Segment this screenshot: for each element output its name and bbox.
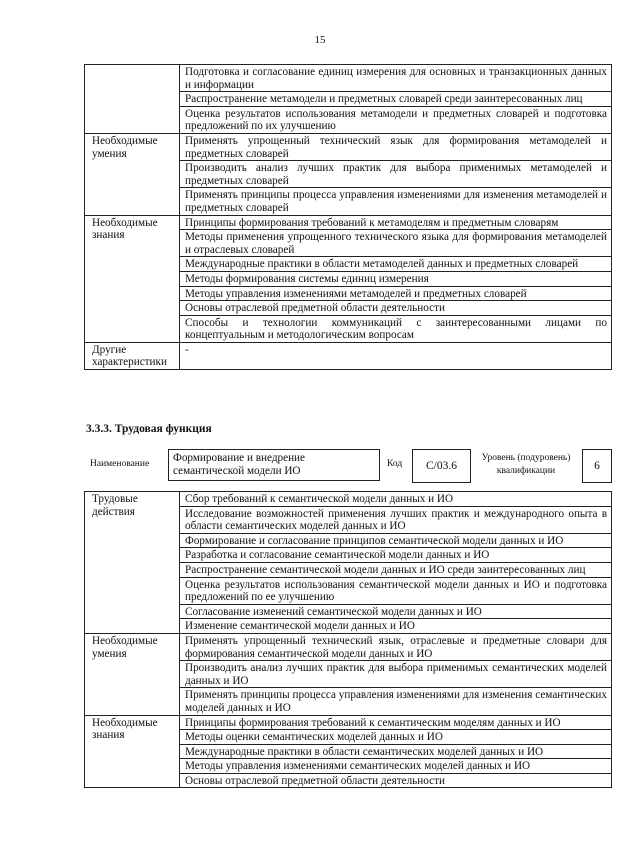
- row-item: Применять принципы процесса управления изменениями для изменения метамоделей и предметных словарей: [180, 188, 612, 215]
- table-row: [85, 633, 612, 660]
- row-item: Исследование возможностей применения лучших практик и международного опыта в области семантических моделей данных и ИО: [180, 506, 612, 533]
- row-item: Распространение семантической модели данных и ИО среди заинтересованных лиц: [180, 562, 612, 577]
- code-label: Код: [387, 459, 403, 469]
- code-value: С/03.6: [412, 449, 471, 483]
- row-label: Необходимые знания: [85, 215, 180, 342]
- row-item: Основы отраслевой предметной области деятельности: [180, 773, 612, 788]
- table-row: [85, 715, 612, 730]
- table-row: [85, 342, 612, 369]
- function-info-row: [84, 449, 612, 485]
- row-item: Разработка и согласование семантической модели данных и ИО: [180, 548, 612, 563]
- row-item: Изменение семантической модели данных и ИО: [180, 619, 612, 634]
- row-item: Производить анализ лучших практик для выбора применимых метамоделей и предметных словарей: [180, 161, 612, 188]
- row-item: Оценка результатов использования метамодели и предметных словарей и подготовка предложений по их улучшению: [180, 106, 612, 133]
- row-item: Оценка результатов использования семантической модели данных и ИО и подготовка предложений по ее улучшению: [180, 577, 612, 604]
- row-item: Методы формирования системы единиц измерения: [180, 271, 612, 286]
- row-item: Применять принципы процесса управления изменениями для изменения семантических моделей данных и ИО: [180, 688, 612, 715]
- row-item: Международные практики в области метамоделей данных и предметных словарей: [180, 257, 612, 272]
- row-item: Производить анализ лучших практик для выбора применимых семантических моделей данных и ИО: [180, 661, 612, 688]
- table-row: [85, 133, 612, 160]
- row-item: Основы отраслевой предметной области деятельности: [180, 301, 612, 316]
- competency-table-2: [84, 491, 612, 788]
- level-label: Уровень (подуровень) квалификации: [481, 453, 571, 476]
- row-item: Принципы формирования требований к семантическим моделям данных и ИО: [180, 715, 612, 730]
- row-item: Сбор требований к семантической модели данных и ИО: [180, 492, 612, 507]
- competency-table-1: [84, 64, 612, 370]
- row-label: [85, 65, 180, 134]
- row-item: Согласование изменений семантической модели данных и ИО: [180, 604, 612, 619]
- row-item: Распространение метамодели и предметных словарей среди заинтересованных лиц: [180, 92, 612, 107]
- row-item: Международные практики в области семантических моделей данных и ИО: [180, 744, 612, 759]
- row-item: Применять упрощенный технический язык, отраслевые и предметные словари для формирования семантической модели данных и ИО: [180, 633, 612, 660]
- row-label: Трудовые действия: [85, 492, 180, 634]
- name-label: Наименование: [90, 459, 150, 469]
- row-item: Методы оценки семантических моделей данных и ИО: [180, 730, 612, 745]
- row-item: -: [180, 342, 612, 369]
- section-title: 3.3.3. Трудовая функция: [86, 423, 212, 435]
- row-label: Необходимые умения: [85, 133, 180, 215]
- row-item: Применять упрощенный технический язык для формирования метамоделей и предметных словарей: [180, 133, 612, 160]
- name-value: Формирование и внедрение семантической модели ИО: [168, 449, 380, 481]
- row-item: Способы и технологии коммуникаций с заинтересованными лицами по концептуальным и методологическим вопросам: [180, 315, 612, 342]
- table-row: [85, 215, 612, 230]
- row-item: Методы управления изменениями семантических моделей данных и ИО: [180, 759, 612, 774]
- table-row: [85, 492, 612, 507]
- row-item: Принципы формирования требований к метамоделям и предметным словарям: [180, 215, 612, 230]
- row-item: Подготовка и согласование единиц измерения для основных и транзакционных данных и информации: [180, 65, 612, 92]
- page-number: 15: [314, 34, 326, 46]
- row-label: Необходимые умения: [85, 633, 180, 715]
- row-item: Методы управления изменениями метамоделей и предметных словарей: [180, 286, 612, 301]
- level-value: 6: [582, 449, 612, 483]
- row-item: Методы применения упрощенного технического языка для формирования метамоделей и отраслевых словарей: [180, 230, 612, 257]
- row-item: Формирование и согласование принципов семантической модели данных и ИО: [180, 533, 612, 548]
- row-label: Другие характеристики: [85, 342, 180, 369]
- table-row: [85, 65, 612, 92]
- row-label: Необходимые знания: [85, 715, 180, 788]
